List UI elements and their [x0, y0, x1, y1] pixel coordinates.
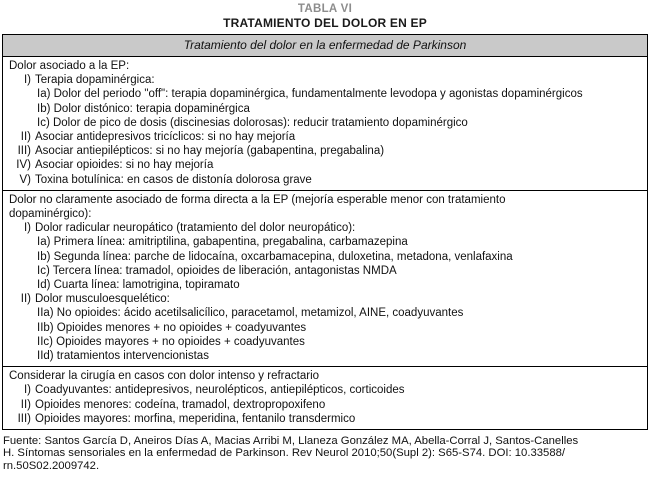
table-line: Ic) Tercera línea: tramadol, opioides de liberación, antagonistas NMDA	[37, 264, 397, 277]
table-section-3	[3, 366, 647, 429]
table-line	[7, 158, 643, 172]
table-line	[7, 398, 643, 412]
citation-line: H. Síntomas sensoriales en la enfermedad de Parkinson. Rev Neurol 2010;50(Supl 2): S65-S74. DOI: 10.33588/	[3, 447, 566, 460]
table-body	[3, 57, 647, 429]
table-line	[7, 73, 643, 87]
table-number-label: TABLA VI	[297, 3, 353, 15]
item-text: Opioides menores: codeína, tramadol, dextropropoxifeno	[35, 398, 326, 411]
table-line	[7, 412, 643, 426]
item-text: Terapia dopaminérgica:	[35, 74, 155, 87]
table-line	[7, 221, 643, 235]
table-line	[7, 130, 643, 144]
table-line: Id) Cuarta línea: lamotrigina, topiramato	[37, 279, 240, 292]
source-citation	[3, 435, 647, 472]
table-line	[7, 173, 643, 187]
item-numeral: III)	[17, 145, 31, 158]
item-text: Dolor musculoesquelético:	[35, 293, 170, 306]
table-line	[7, 383, 643, 397]
item-text: Asociar antiepilépticos: si no hay mejoría (gabapentina, pregabalina)	[35, 145, 385, 158]
table-line: Ic) Dolor de pico de dosis (discinesias dolorosas): reducir tratamiento dopaminérgico	[37, 116, 468, 129]
item-text: Dolor radicular neuropático (tratamiento del dolor neuropático):	[35, 222, 356, 235]
page-title: TRATAMIENTO DEL DOLOR EN EP	[223, 16, 427, 30]
item-numeral: I)	[23, 384, 31, 397]
item-numeral: II)	[20, 398, 31, 411]
table-line: IIa) No opioides: ácido acetilsalicílico, paracetamol, metamizol, AINE, coadyuvantes	[37, 307, 464, 320]
table-line: IIc) Opioides mayores + no opioides + coadyuvantes	[37, 335, 305, 348]
item-numeral: II)	[20, 131, 31, 144]
citation-line: rn.50S02.2009742.	[3, 459, 100, 472]
table-line	[7, 144, 643, 158]
table-line: Ia) Dolor del periodo "off": terapia dopaminérgica, fundamentalmente levodopa y agonistas dopaminérgicos	[37, 88, 583, 101]
title-block	[0, 3, 650, 30]
table-line: IIb) Opioides menores + no opioides + coadyuvantes	[37, 321, 307, 334]
item-numeral: V)	[19, 173, 31, 186]
table-section-2	[3, 190, 647, 366]
item-numeral: II)	[20, 293, 31, 306]
item-numeral: I)	[23, 222, 31, 235]
table-line: Considerar la cirugía en casos con dolor intenso y refractario	[9, 370, 320, 383]
table-line: Dolor asociado a la EP:	[9, 60, 130, 72]
table-section-1	[3, 57, 647, 190]
table-line: dopaminérgico):	[9, 208, 92, 221]
item-text: Coadyuvantes: antidepresivos, neurolépticos, antiepilépticos, corticoides	[35, 384, 405, 397]
table-line: Ib) Segunda línea: parche de lidocaína, oxcarbamacepina, duloxetina, metadona, venlafaxina	[37, 250, 513, 263]
table-line: Ia) Primera línea: amitriptilina, gabapentina, pregabalina, carbamazepina	[37, 236, 408, 249]
item-text: Asociar antidepresivos tricíclicos: si no hay mejoría	[35, 131, 296, 144]
item-numeral: III)	[17, 412, 31, 425]
item-text: Opioides mayores: morfina, meperidina, fentanilo transdermico	[35, 412, 356, 425]
table-line: Dolor no claramente asociado de forma directa a la EP (mejoría esperable menor con tratamiento	[9, 193, 506, 206]
item-text: Toxina botulínica: en casos de distonía dolorosa grave	[35, 173, 312, 186]
table-line	[7, 292, 643, 306]
citation-line: Fuente: Santos García D, Aneiros Días A, Macias Arribi M, Llaneza González MA, Abella-Corral J, Santos-Canelles	[3, 435, 579, 448]
table-header: Tratamiento del dolor en la enfermedad de Parkinson	[3, 35, 647, 57]
item-numeral: I)	[23, 74, 31, 87]
table-line: Ib) Dolor distónico: terapia dopaminérgica	[37, 102, 250, 115]
table-line: IId) tratamientos intervencionistas	[37, 350, 209, 363]
treatment-table	[2, 34, 648, 430]
item-text: Asociar opioides: si no hay mejoría	[35, 159, 214, 172]
item-numeral: IV)	[16, 159, 31, 172]
